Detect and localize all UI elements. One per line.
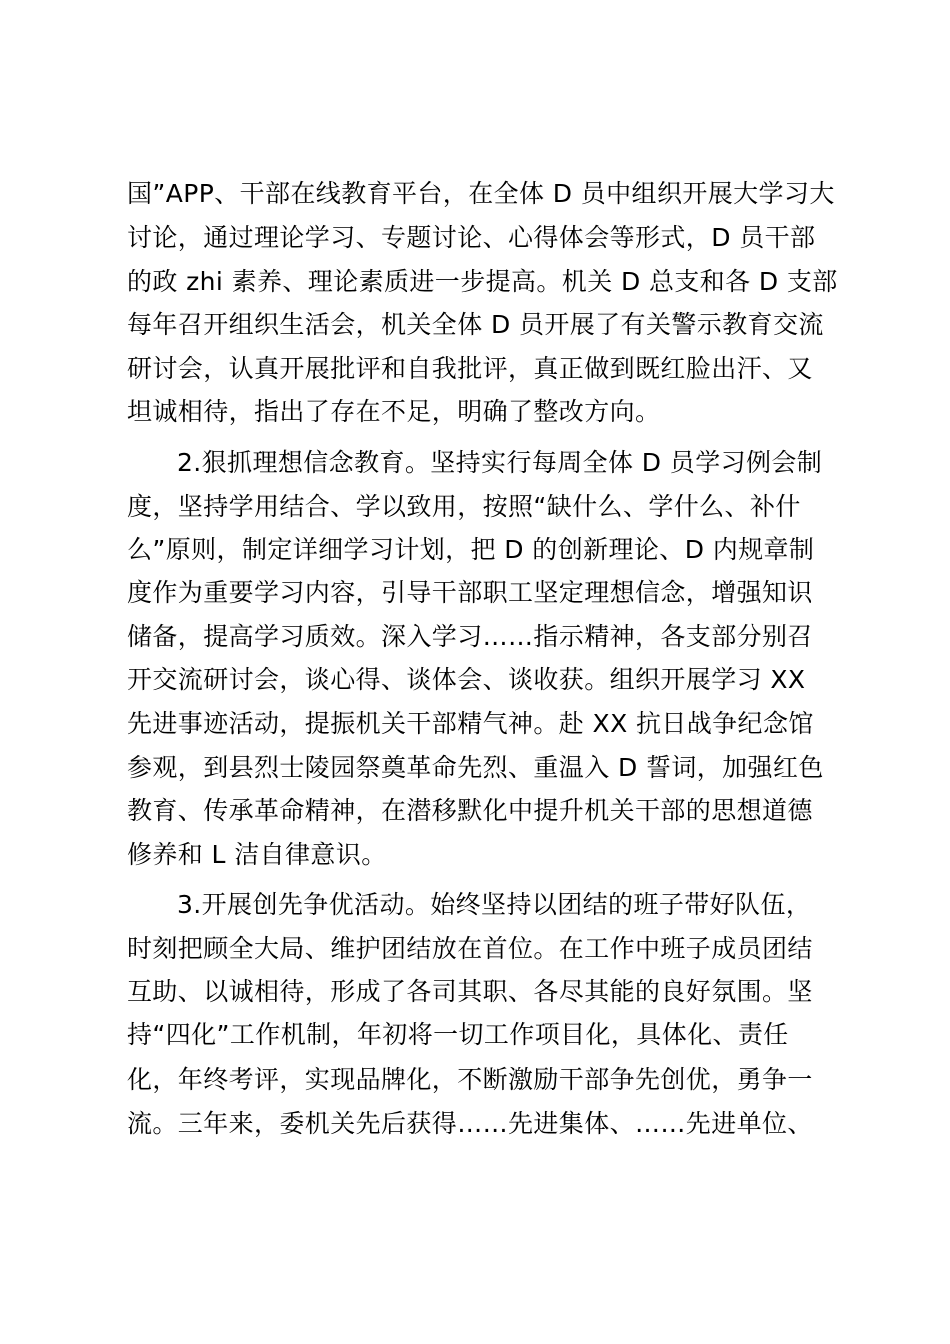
text-line: 持“四化”工作机制，年初将一切工作项目化，具体化、责任 (127, 1020, 789, 1049)
text-line: 么”原则，制定详细学习计划，把 D 的创新理论、D 内规章制 (127, 535, 815, 564)
text-line: 互助、以诚相待，形成了各司其职、各尽其能的良好氛围。坚 (127, 977, 813, 1006)
text-line: 坦诚相待，指出了存在不足，明确了整改方向。 (127, 397, 661, 426)
text-line: 先进事迹活动，提振机关干部精气神。赴 XX 抗日战争纪念馆 (127, 709, 814, 738)
text-line: 教育、传承革命精神，在潜移默化中提升机关干部的思想道德 (127, 796, 813, 825)
paragraph-start-line: 2.狠抓理想信念教育。坚持实行每周全体 D 员学习例会制 (177, 448, 823, 477)
text-line: 每年召开组织生活会，机关全体 D 员开展了有关警示教育交流 (127, 310, 824, 339)
paragraph-start-line: 3.开展创先争优活动。始终坚持以团结的班子带好队伍， (177, 890, 812, 919)
text-line: 研讨会，认真开展批评和自我批评，真正做到既红脸出汗、又 (127, 354, 813, 383)
text-line: 修养和 L 洁自律意识。 (127, 840, 387, 869)
text-line: 讨论，通过理论学习、专题讨论、心得体会等形式，D 员干部 (127, 223, 816, 252)
text-line: 开交流研讨会，谈心得、谈体会、谈收获。组织开展学习 XX (127, 665, 806, 694)
text-line: 度，坚持学用结合、学以致用，按照“缺什么、学什么、补什 (127, 492, 801, 521)
text-line: 度作为重要学习内容，引导干部职工坚定理想信念，增强知识 (127, 578, 813, 607)
text-line: 储备，提高学习质效。深入学习……指示精神，各支部分别召 (127, 622, 813, 651)
text-line: 的政 zhi 素养、理论素质进一步提高。机关 D 总支和各 D 支部 (127, 267, 838, 296)
text-line: 国”APP、干部在线教育平台，在全体 D 员中组织开展大学习大 (127, 179, 835, 208)
text-line: 时刻把顾全大局、维护团结放在首位。在工作中班子成员团结 (127, 934, 813, 963)
text-line: 参观，到县烈士陵园祭奠革命先烈、重温入 D 誓词，加强红色 (127, 753, 824, 782)
text-line: 化，年终考评，实现品牌化，不断激励干部争先创优，勇争一 (127, 1065, 813, 1094)
text-line: 流。三年来，委机关先后获得……先进集体、……先进单位、 (127, 1109, 813, 1138)
